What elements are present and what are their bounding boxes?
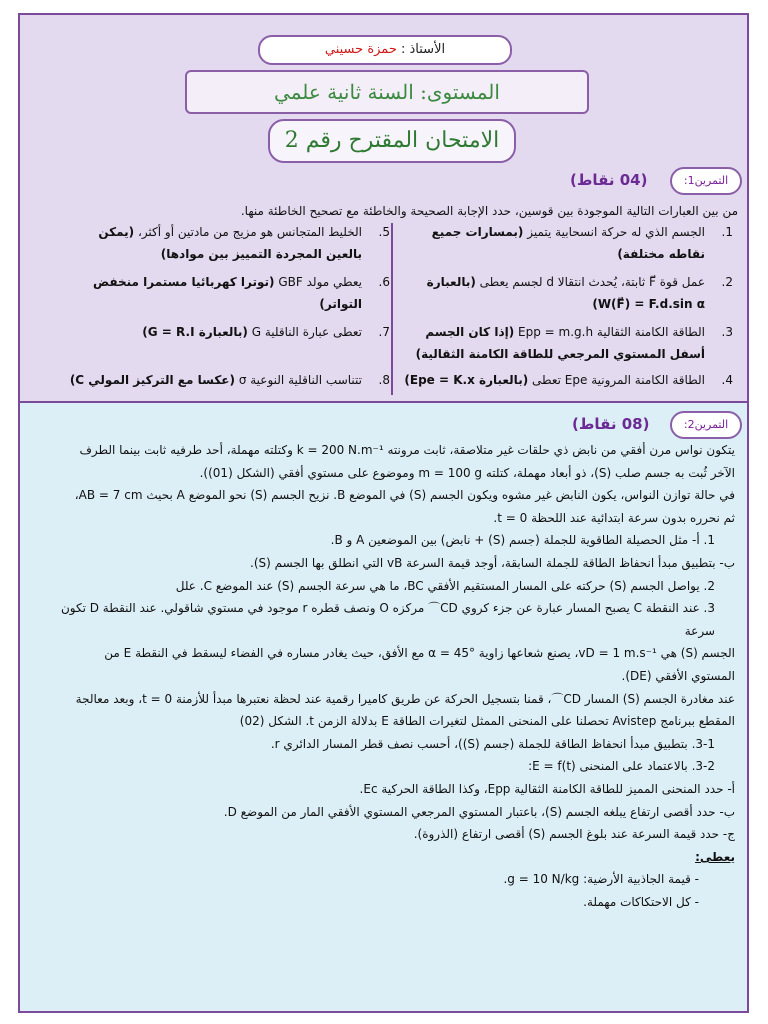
exercise-2-line: ب- بتطبيق مبدأ انحفاظ الطاقة للجملة السابقة، أوجد قيمة السرعة vB التي انطلق بها الجسم (S). <box>250 555 735 570</box>
statement-number: 1. <box>721 225 733 239</box>
exercise-2-line: 2. يواصل الجسم (S) حركته على المسار المستقيم الأفقي BC، ما هي سرعة الجسم (S) عند الموضع C. علل <box>175 578 715 593</box>
given-item: - كل الاحتكاكات مهملة. <box>583 894 699 909</box>
exercise-1-label: التمرين1: <box>670 167 742 195</box>
exercise-2-line: أ- حدد المنحنى المميز للطاقة الكامنة الثقالية Epp، وكذا الطاقة الحركية Ec. <box>359 781 735 796</box>
given-title: يعطى: <box>695 849 735 864</box>
statement-number: 7. <box>378 325 390 339</box>
statement-number: 2. <box>721 275 733 289</box>
exercise-2-line: المقطع ببرنامج Avistep تحصلنا على المنحنى الممثل لتغيرات الطاقة E بدلالة الزمن t. الشكل (02) <box>239 714 735 729</box>
statement-2 <box>399 271 733 315</box>
statement-text: الخليط المتجانس هو مزيج من مادتين أو أكثر، <box>134 225 362 239</box>
exercise-2-line: يتكون نواس مرن أفقي من نابض ذي حلقات غير متلاصقة، ثابت مرونته k = 200 N.m⁻¹ وكتلته مهملة، أحد طرفيه ثابت بينما الطرف <box>79 443 735 457</box>
exercise-2-line: في حالة توازن النواس، يكون النابض غير مشوه ويكون الجسم (S) في الموضع B. نزيح الجسم (S) نحو الموضع A بحيث AB = 7 cm، <box>74 488 735 503</box>
exercise-2-points: (08 نقاط) <box>572 415 650 433</box>
exercise-1-points: (04 نقاط) <box>570 171 648 189</box>
exercise-2-line: المستوي الأفقي (DE). <box>621 668 735 683</box>
statement-claim: (توترا كهربائيا مستمرا منخفض التواتر) <box>92 275 362 311</box>
statement-5 <box>60 221 390 265</box>
statement-claim: (عكسا مع التركيز المولي C) <box>69 373 235 387</box>
given-item: - قيمة الجاذبية الأرضية: g = 10 N/kg. <box>503 872 699 887</box>
header-and-exercise-1 <box>20 15 747 401</box>
statement-6 <box>60 271 390 315</box>
exercise-2-line: عند مغادرة الجسم (S) المسار CD⌒، قمنا بتسجيل الحركة عن طريق كاميرا رقمية عند لحظة نعتبرها مبدأ للأزمنة t = 0، وبعد معالجة <box>75 691 735 706</box>
statement-number: 3. <box>721 325 733 339</box>
statement-text: تعطى عبارة الناقلية G <box>247 325 362 339</box>
statement-number: 4. <box>721 373 733 387</box>
statement-4 <box>399 369 733 391</box>
statement-1 <box>399 221 733 265</box>
statement-claim: (بالعبارة G = R.I) <box>142 325 248 339</box>
teacher-name: حمزة حسيني <box>324 42 397 57</box>
exam-page <box>18 13 749 1013</box>
exercise-2-line: 3-1. بتطبيق مبدأ انحفاظ الطاقة للجملة (جسم (S))، أحسب نصف قطر المسار الدائري r. <box>270 736 715 751</box>
statement-3 <box>399 321 733 365</box>
column-divider <box>391 223 393 395</box>
statement-7 <box>60 321 390 343</box>
exam-title: الامتحان المقترح رقم 2 <box>268 119 516 163</box>
exercise-2-line: 3. عند النقطة C يصبح المسار عبارة عن جزء كروي CD⌒ مركزه O ونصف قطره r موجود في مستوي شاقولي. عند النقطة D تكون سرعة <box>60 601 715 638</box>
exercise-2-body <box>30 439 735 913</box>
statement-claim: (إذا كان الجسم أسفل المستوي المرجعي للطاقة الكامنة الثقالية) <box>415 325 705 361</box>
statement-8 <box>60 369 390 391</box>
teacher-label: الأستاذ : <box>401 42 446 57</box>
exercise-2-label: التمرين2: <box>670 411 742 439</box>
exercise-2 <box>20 401 747 1011</box>
statement-number: 6. <box>378 275 390 289</box>
statement-claim: (بالعبارة W(F⃗) = F.d.sin α) <box>426 275 705 311</box>
statement-text: الطاقة الكامنة الثقالية Epp = m.g.h <box>514 325 705 339</box>
exercise-1-intro: من بين العبارات التالية الموجودة بين قوسين، حدد الإجابة الصحيحة والخاطئة مع تصحيح الخاطئة منها. <box>240 204 738 218</box>
exercise-2-line: ب- حدد أقصى ارتفاع يبلغه الجسم (S)، باعتبار المستوي المرجعي المستوي الأفقي المار من الموضع D. <box>223 804 735 819</box>
exercise-2-line: الجسم (S) هي vD = 1 m.s⁻¹، يصنع شعاعها زاوية α = 45° مع الأفق، حيث يغادر مساره في الفضاء ليسقط في النقطة E من <box>104 646 735 661</box>
exercise-2-line: 1. أ- مثل الحصيلة الطاقوية للجملة (جسم (S) + نابض) بين الموضعين A و B. <box>330 533 715 548</box>
statement-claim: (يمكن بالعين المجردة التمييز بين موادها) <box>98 225 362 261</box>
statement-text: يعطي مولد GBF <box>274 275 362 289</box>
teacher-box <box>258 35 512 65</box>
statement-number: 5. <box>378 225 390 239</box>
statement-text: تتناسب الناقلية النوعية σ <box>234 373 362 387</box>
statement-claim: (بالعبارة Epe = K.x) <box>404 373 529 387</box>
exercise-2-line: ثم نحرره بدون سرعة ابتدائية عند اللحظة t = 0. <box>493 510 735 525</box>
level-title: المستوى: السنة ثانية علمي <box>185 70 589 114</box>
statement-claim: (بمسارات جميع نقاطه مختلفة) <box>431 225 705 261</box>
statement-number: 8. <box>378 373 390 387</box>
statement-text: الطاقة الكامنة المرونية Epe تعطى <box>528 373 705 387</box>
exercise-2-line: ج- حدد قيمة السرعة عند بلوغ الجسم (S) أقصى ارتفاع (الذروة). <box>413 827 735 842</box>
exercise-2-line: الآخر ثُبت به جسم صلب (S)، ذو أبعاد مهملة، كتلته m = 100 g وموضوع على مستوي أفقي (الشكل (01)). <box>199 465 735 480</box>
exercise-2-line: 3-2. بالاعتماد على المنحنى E = f(t): <box>528 759 715 774</box>
statement-text: عمل قوة F⃗ ثابتة، يُحدث انتقالا d لجسم يعطى <box>475 275 705 289</box>
statement-text: الجسم الذي له حركة انسحابية يتميز <box>523 225 705 239</box>
